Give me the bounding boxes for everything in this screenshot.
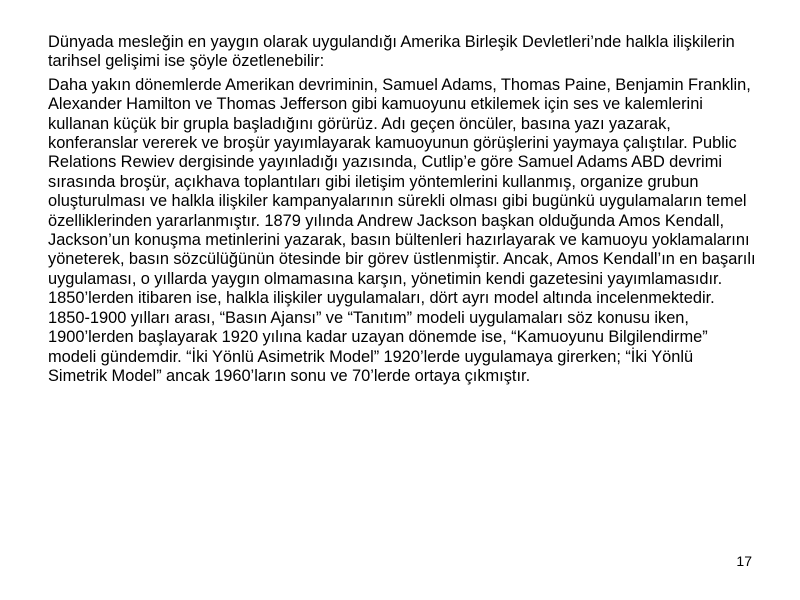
page-number: 17: [736, 553, 752, 569]
history-paragraph: Daha yakın dönemlerde Amerikan devriminin, Samuel Adams, Thomas Paine, Benjamin Franklin, Alexander Hamilton ve Thomas Jefferson gibi kamuoyunu etkilemek için ses ve kalemlerini kullanan küçük bir grupla başladığını görürüz. Adı geçen öncüler, basına yazı yazarak, konferanslar vererek ve broşür yayımlayarak kamuoyunun görüşlerini yaymaya çalıştılar. Public Relations Rewiev dergisinde yayınladığı yazısında, Cutlip’e göre Samuel Adams ABD devrimi sırasında broşür, açıkhava toplantıları gibi iletişim yöntemlerini kullanmış, organize grubun oluşturulması ve halkla ilişkiler kampanyalarının sürekli olması gibi bugünkü uygulamaların temel özelliklerinden yararlanmıştır. 1879 yılında Andrew Jackson başkan olduğunda Amos Kendall, Jackson’un konuşma metinlerini yazarak, basın bültenleri hazırlayarak ve kamuoyu yoklamalarını yöneterek, basın sözcülüğünün ötesinde bir görev üstlenmiştir. Ancak, Amos Kendall’ın en başarılı uygulaması, o yıllarda yaygın olmamasına karşın, yönetimin kendi gazetesini yayımlamasıdır. 1850’lerden itibaren ise, halkla ilişkiler uygulamaları, dört ayrı model altında incelenmektedir. 1850-1900 yılları arası, “Basın Ajansı” ve “Tanıtım” modeli uygulamaları söz konusu iken, 1900’lerden başlayarak 1920 yılına kadar uzayan dönemde ise, “Kamuoyunu Bilgilendirme” modeli gündemdir. “İki Yönlü Asimetrik Model” 1920’lerde uygulamaya girerken; “İki Yönlü Simetrik Model” ancak 1960’ların sonu ve 70’lerde ortaya çıkmıştır.: [48, 75, 756, 385]
slide-body: [48, 33, 756, 386]
intro-paragraph: Dünyada mesleğin en yaygın olarak uygulandığı Amerika Birleşik Devletleri’nde halkla ilişkilerin tarihsel gelişimi ise şöyle özetlenebilir:: [48, 33, 735, 71]
